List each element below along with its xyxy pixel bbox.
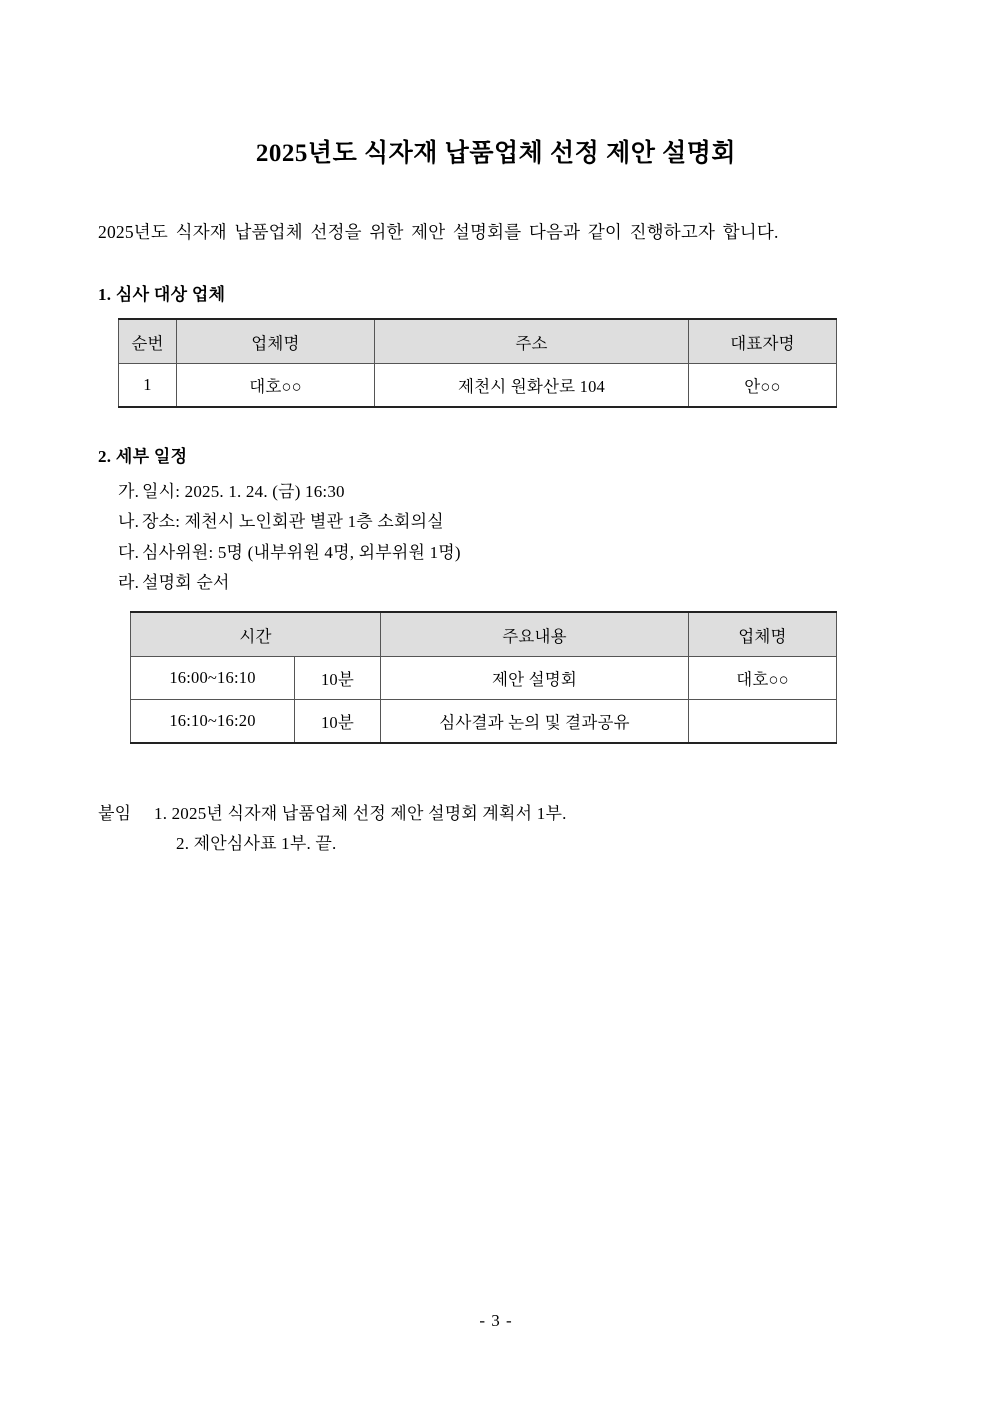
list-item — [118, 477, 992, 507]
section-1-heading: 1. 심사 대상 업체 — [98, 285, 226, 304]
list-item-label: 심사위원: 5명 (내부위원 4명, 외부위원 1명) — [142, 542, 461, 562]
attachment-line-1 — [98, 799, 992, 829]
table-header-cell: 순번 — [119, 319, 177, 364]
table-cell: 대호○○ — [177, 364, 375, 408]
table-row — [131, 657, 837, 700]
list-item — [118, 507, 992, 537]
attachment-item-2: 2. 제안심사표 1부. 끝. — [176, 833, 337, 853]
table-row — [119, 364, 837, 408]
table-header-cell: 시간 — [131, 612, 381, 657]
table-cell: 대호○○ — [689, 657, 837, 700]
list-item-label: 설명회 순서 — [142, 572, 230, 592]
candidate-companies-table — [118, 318, 837, 408]
table-cell: 제안 설명회 — [381, 657, 689, 700]
table-cell: 10분 — [295, 700, 381, 744]
table-header-row — [131, 612, 837, 657]
table-header-cell: 업체명 — [177, 319, 375, 364]
list-item-label: 일시: 2025. 1. 24. (금) 16:30 — [142, 482, 345, 501]
table-cell: 16:00~16:10 — [131, 657, 295, 700]
page-title: 2025년도 식자재 납품업체 선정 제안 설명회 — [255, 140, 737, 167]
section-2-heading: 2. 세부 일정 — [98, 447, 188, 466]
session-order-table — [130, 611, 837, 744]
table-cell: 1 — [119, 364, 177, 408]
list-item-marker: 나. — [118, 512, 140, 532]
table-cell: 16:10~16:20 — [131, 700, 295, 744]
table-header-cell: 주요내용 — [381, 612, 689, 657]
table-header-cell: 주소 — [375, 319, 689, 364]
table-row — [131, 700, 837, 744]
list-item-label: 장소: 제천시 노인회관 별관 1층 소회의실 — [142, 512, 444, 532]
list-item-marker: 라. — [118, 572, 140, 592]
list-item-marker: 다. — [118, 542, 140, 562]
schedule-detail-list — [118, 477, 992, 598]
attachment-line-2 — [98, 829, 992, 859]
table-cell — [689, 700, 837, 744]
table-cell: 안○○ — [689, 364, 837, 408]
intro-paragraph: 2025년도 식자재 납품업체 선정을 위한 제안 설명회를 다음과 같이 진행하고자 합니다. — [98, 222, 779, 242]
attachment-item-1: 1. 2025년 식자재 납품업체 선정 제안 설명회 계획서 1부. — [154, 804, 567, 823]
attachment-label: 붙임 — [98, 804, 132, 823]
table-header-row — [119, 319, 837, 364]
list-item — [118, 568, 992, 598]
table-cell: 심사결과 논의 및 결과공유 — [381, 700, 689, 744]
attachment-block — [98, 799, 992, 859]
list-item — [118, 538, 992, 568]
table-header-cell: 대표자명 — [689, 319, 837, 364]
list-item-marker: 가. — [118, 482, 140, 501]
table-cell: 10분 — [295, 657, 381, 700]
table-cell: 제천시 원화산로 104 — [375, 364, 689, 408]
table-header-cell: 업체명 — [689, 612, 837, 657]
page-number: - 3 - — [479, 1311, 513, 1330]
